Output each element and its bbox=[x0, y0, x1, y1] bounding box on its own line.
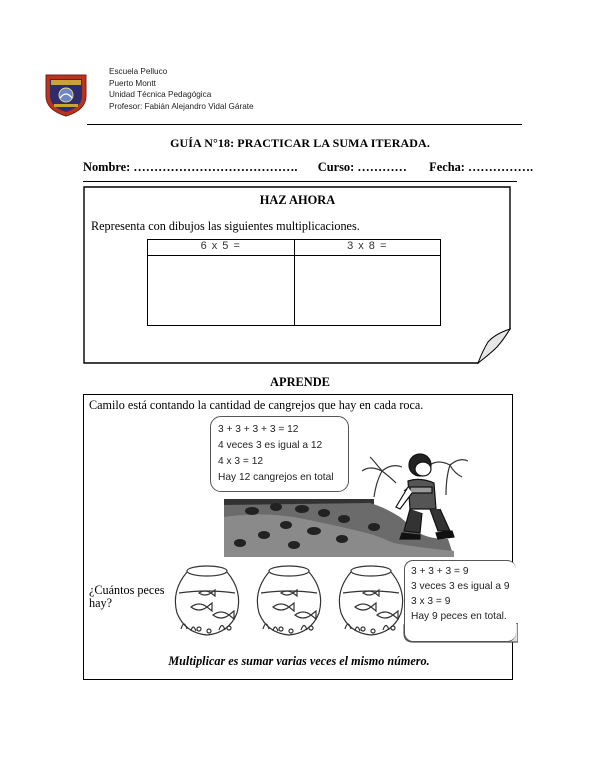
fish-bubble-line: 3 veces 3 es igual a 9 bbox=[411, 581, 510, 592]
crab-speech-bubble bbox=[210, 416, 349, 492]
crab-bubble-line: 4 veces 3 es igual a 12 bbox=[218, 440, 323, 451]
student-info-line bbox=[83, 160, 533, 175]
school-info bbox=[109, 66, 254, 112]
fish-bubble-line: 3 + 3 + 3 = 9 bbox=[411, 566, 469, 577]
fish-speech-bubble bbox=[404, 560, 516, 642]
aprende-conclusion: Multiplicar es sumar varias veces el mismo número. bbox=[168, 654, 430, 668]
drawing-area-2[interactable] bbox=[294, 256, 441, 326]
crab-bubble-line: 4 x 3 = 12 bbox=[218, 456, 264, 467]
course-field[interactable]: Curso: ………… bbox=[317, 160, 407, 174]
school-city: Puerto Montt bbox=[109, 78, 156, 88]
multiplication-cell-1: 6 x 5 = bbox=[148, 240, 295, 256]
fish-question-line: ¿Cuántos peces bbox=[89, 583, 165, 597]
fish-bubble-line: Hay 9 peces en total. bbox=[411, 611, 507, 622]
haz-ahora-box bbox=[83, 186, 512, 364]
fish-question-line: hay? bbox=[89, 596, 113, 610]
multiplication-cell-2: 3 x 8 = bbox=[294, 240, 441, 256]
school-badge-logo bbox=[42, 70, 90, 118]
teacher-name: Profesor: Fabián Alejandro Vidal Gárate bbox=[109, 101, 254, 111]
name-field[interactable]: Nombre: …………………………………. bbox=[83, 160, 298, 174]
school-unit: Unidad Técnica Pedagógica bbox=[109, 90, 212, 100]
aprende-title: APRENDE bbox=[270, 375, 330, 389]
guide-title: GUÍA N°18: PRACTICAR LA SUMA ITERADA. bbox=[170, 136, 430, 150]
aprende-intro: Camilo está contando la cantidad de cangrejos que hay en cada roca. bbox=[89, 398, 424, 412]
fish-question bbox=[89, 584, 164, 610]
haz-ahora-instruction: Representa con dibujos las siguientes multiplicaciones. bbox=[91, 219, 360, 233]
aprende-box bbox=[83, 394, 513, 680]
fishbowl-icon bbox=[251, 563, 327, 637]
crab-bubble-line: Hay 12 cangrejos en total bbox=[218, 472, 334, 483]
fishbowl-icon bbox=[333, 563, 409, 637]
multiplication-table bbox=[147, 239, 441, 326]
drawing-area-1[interactable] bbox=[148, 256, 295, 326]
school-name: Escuela Pelluco bbox=[109, 67, 168, 76]
fish-bubble-line: 3 x 3 = 9 bbox=[411, 596, 451, 607]
date-field[interactable]: Fecha: ……………. bbox=[429, 160, 534, 174]
fishbowl-icon bbox=[169, 563, 245, 637]
header-divider bbox=[87, 124, 522, 125]
haz-ahora-title: HAZ AHORA bbox=[259, 193, 336, 207]
info-divider bbox=[83, 181, 517, 182]
crab-bubble-line: 3 + 3 + 3 + 3 = 12 bbox=[218, 424, 299, 435]
